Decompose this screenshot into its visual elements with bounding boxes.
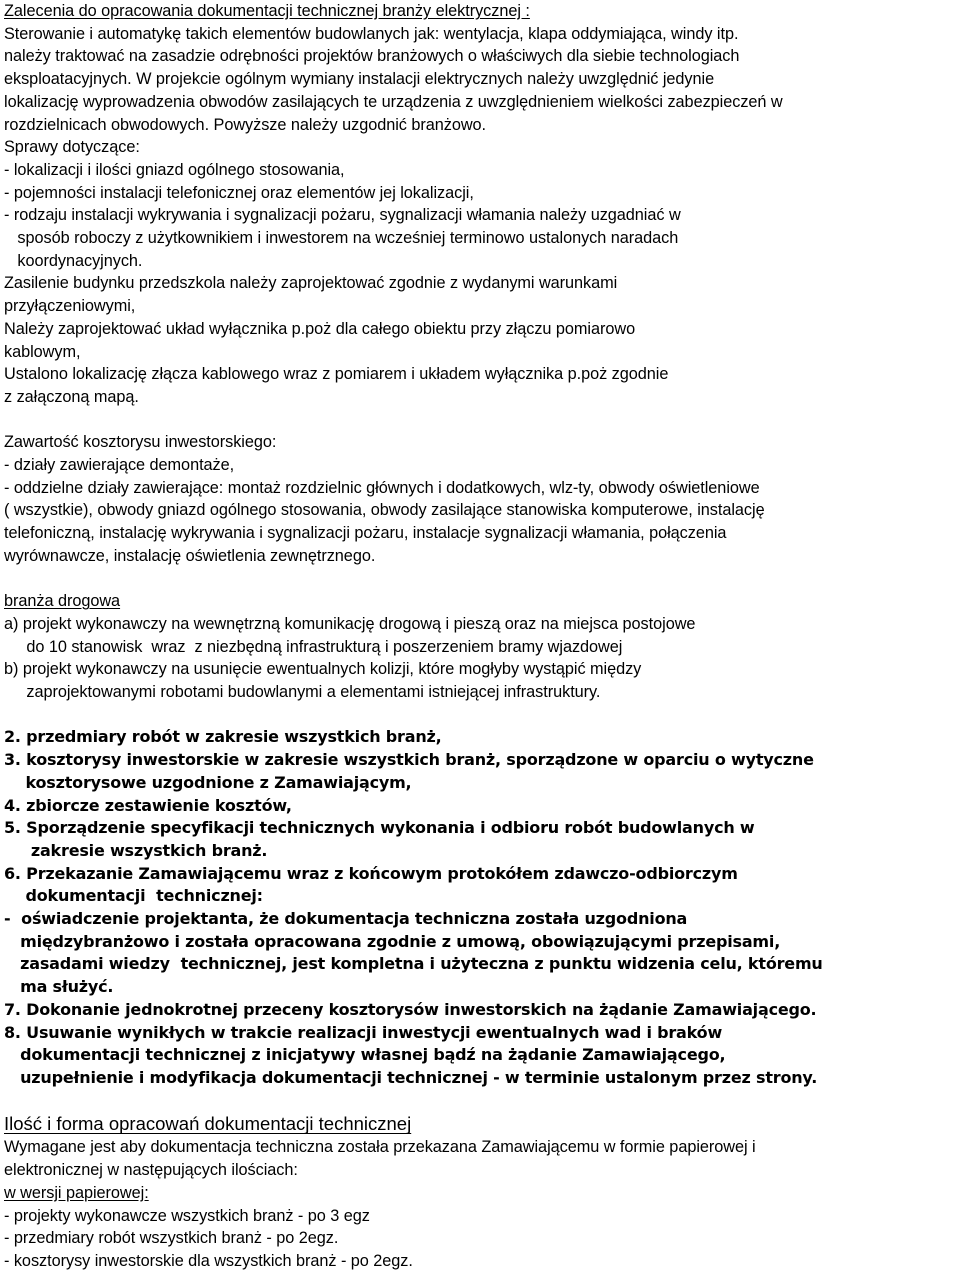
section-road-works bbox=[4, 590, 956, 704]
section-electrical-recommendations bbox=[4, 0, 956, 409]
paragraph-line: Wymagane jest aby dokumentacja techniczna została przekazana Zamawiającemu w formie papierowej i bbox=[4, 1138, 756, 1157]
list-item-continuation: sposób roboczy z użytkownikiem i inwestorem na wcześniej terminowo ustalonych naradach bbox=[4, 229, 679, 248]
list-item: - kosztorysy inwestorskie dla wszystkich branż - po 2egz. bbox=[4, 1251, 413, 1270]
paragraph-line: należy traktować na zasadzie odrębności projektów branżowych o właściwych dla siebie technologiach bbox=[4, 47, 740, 66]
section-documentation-form bbox=[4, 1112, 956, 1272]
list-item: - oddzielne działy zawierające: montaż rozdzielnic głównych i dodatkowych, wlz-ty, obwody oświetleniowe bbox=[4, 478, 760, 497]
paragraph-line: Sterowanie i automatykę takich elementów budowlanych jak: wentylacja, klapa oddymiająca, windy itp. bbox=[4, 24, 739, 43]
paragraph-line: eksploatacyjnych. W projekcie ogólnym wymiany instalacji elektrycznych należy uwzględnić jedynie bbox=[4, 70, 715, 89]
list-item: - projekty wykonawcze wszystkich branż - po 3 egz bbox=[4, 1206, 370, 1225]
section-heading: Zawartość kosztorysu inwestorskiego: bbox=[4, 433, 277, 452]
spacer bbox=[4, 409, 956, 432]
paragraph-line: przyłączeniowymi, bbox=[4, 297, 136, 316]
list-item-continuation: zasadami wiedzy technicznej, jest kompletna i użyteczna z punktu widzenia celu, któremu bbox=[4, 954, 823, 974]
list-item: - lokalizacji i ilości gniazd ogólnego stosowania, bbox=[4, 160, 345, 179]
spacer bbox=[4, 568, 956, 591]
numbered-item-continuation: dokumentacji technicznej: bbox=[4, 886, 263, 906]
spacer bbox=[4, 1090, 956, 1113]
paragraph-line: Ustalono lokalizację złącza kablowego wraz z pomiarem i układem wyłącznika p.poż zgodnie bbox=[4, 365, 669, 384]
numbered-item: 8. Usuwanie wynikłych w trakcie realizacji inwestycji ewentualnych wad i braków bbox=[4, 1022, 723, 1042]
list-item: - działy zawierające demontaże, bbox=[4, 456, 235, 475]
list-item: a) projekt wykonawczy na wewnętrzną komunikację drogową i pieszą oraz na miejsca postojowe bbox=[4, 614, 696, 633]
list-item-continuation: ( wszystkie), obwody gniazd ogólnego stosowania, obwody zasilające stanowiska komputerowe, instalację bbox=[4, 501, 765, 520]
list-item: - oświadczenie projektanta, że dokumentacja techniczna została uzgodniona bbox=[4, 909, 688, 929]
list-item-continuation: zaprojektowanymi robotami budowlanymi a elementami istniejącej infrastruktury. bbox=[4, 683, 601, 702]
list-item-continuation: koordynacyjnych. bbox=[4, 251, 143, 270]
section-cost-estimate-contents bbox=[4, 431, 956, 567]
paragraph-line: lokalizację wyprowadzenia obwodów zasilających te urządzenia z uwzględnieniem wielkości zabezpieczeń w bbox=[4, 92, 783, 111]
section-heading: branża drogowa bbox=[4, 592, 121, 611]
paragraph-line: kablowym, bbox=[4, 342, 81, 361]
list-item-continuation: międzybranżowo i została opracowana zgodnie z umową, obowiązującymi przepisami, bbox=[4, 931, 781, 951]
section-heading: Zalecenia do opracowania dokumentacji technicznej branży elektrycznej : bbox=[4, 2, 530, 20]
spacer bbox=[4, 704, 956, 727]
list-item-continuation: ma służyć. bbox=[4, 977, 114, 997]
numbered-item: 7. Dokonanie jednokrotnej przeceny kosztorysów inwestorskich na żądanie Zamawiającego. bbox=[4, 999, 817, 1019]
list-item: b) projekt wykonawczy na usunięcie ewentualnych kolizji, które mogłyby wystąpić między bbox=[4, 660, 642, 679]
paragraph-line: elektronicznej w następujących ilościach: bbox=[4, 1161, 298, 1180]
list-item-continuation: wyrównawcze, instalację oświetlenia zewnętrznego. bbox=[4, 546, 376, 565]
numbered-item-continuation: kosztorysowe uzgodnione z Zamawiającym, bbox=[4, 772, 412, 792]
subheading: w wersji papierowej: bbox=[4, 1183, 149, 1202]
numbered-item: 4. zbiorcze zestawienie kosztów, bbox=[4, 795, 292, 815]
section-heading: Ilość i forma opracowań dokumentacji technicznej bbox=[4, 1113, 412, 1135]
list-item: - przedmiary robót wszystkich branż - po 2egz. bbox=[4, 1229, 339, 1248]
numbered-item-continuation: uzupełnienie i modyfikacja dokumentacji technicznej - w terminie ustalonym przez strony. bbox=[4, 1068, 818, 1087]
paragraph-line: Zasilenie budynku przedszkola należy zaprojektować zgodnie z wydanymi warunkami bbox=[4, 274, 618, 293]
numbered-item: 6. Przekazanie Zamawiającemu wraz z końcowym protokółem zdawczo-odbiorczym bbox=[4, 863, 738, 883]
paragraph-line: Sprawy dotyczące: bbox=[4, 138, 140, 157]
list-item: - pojemności instalacji telefonicznej oraz elementów jej lokalizacji, bbox=[4, 183, 474, 202]
numbered-item-continuation: zakresie wszystkich branż. bbox=[4, 840, 268, 860]
section-numbered-deliverables bbox=[4, 726, 956, 1089]
list-item: - rodzaju instalacji wykrywania i sygnalizacji pożaru, sygnalizacji włamania należy uzgadniać w bbox=[4, 206, 681, 225]
numbered-item-continuation: dokumentacji technicznej z inicjatywy własnej bądź na żądanie Zamawiającego, bbox=[4, 1045, 726, 1065]
paragraph-line: rozdzielnicach obwodowych. Powyższe należy uzgodnić branżowo. bbox=[4, 115, 487, 134]
document-page bbox=[4, 0, 956, 1273]
numbered-item: 3. kosztorysy inwestorskie w zakresie wszystkich branż, sporządzone w oparciu o wytyczne bbox=[4, 750, 814, 770]
paragraph-line: Należy zaprojektować układ wyłącznika p.poż dla całego obiektu przy złączu pomiarowo bbox=[4, 319, 636, 338]
list-item-continuation: do 10 stanowisk wraz z niezbędną infrastrukturą i poszerzeniem bramy wjazdowej bbox=[4, 637, 623, 656]
numbered-item: 2. przedmiary robót w zakresie wszystkich branż, bbox=[4, 727, 442, 747]
paragraph-line: z załączoną mapą. bbox=[4, 387, 139, 406]
list-item-continuation: telefoniczną, instalację wykrywania i sygnalizacji pożaru, instalacje sygnalizacji włamania, połączenia bbox=[4, 524, 727, 543]
numbered-item: 5. Sporządzenie specyfikacji technicznych wykonania i odbioru robót budowlanych w bbox=[4, 818, 755, 838]
